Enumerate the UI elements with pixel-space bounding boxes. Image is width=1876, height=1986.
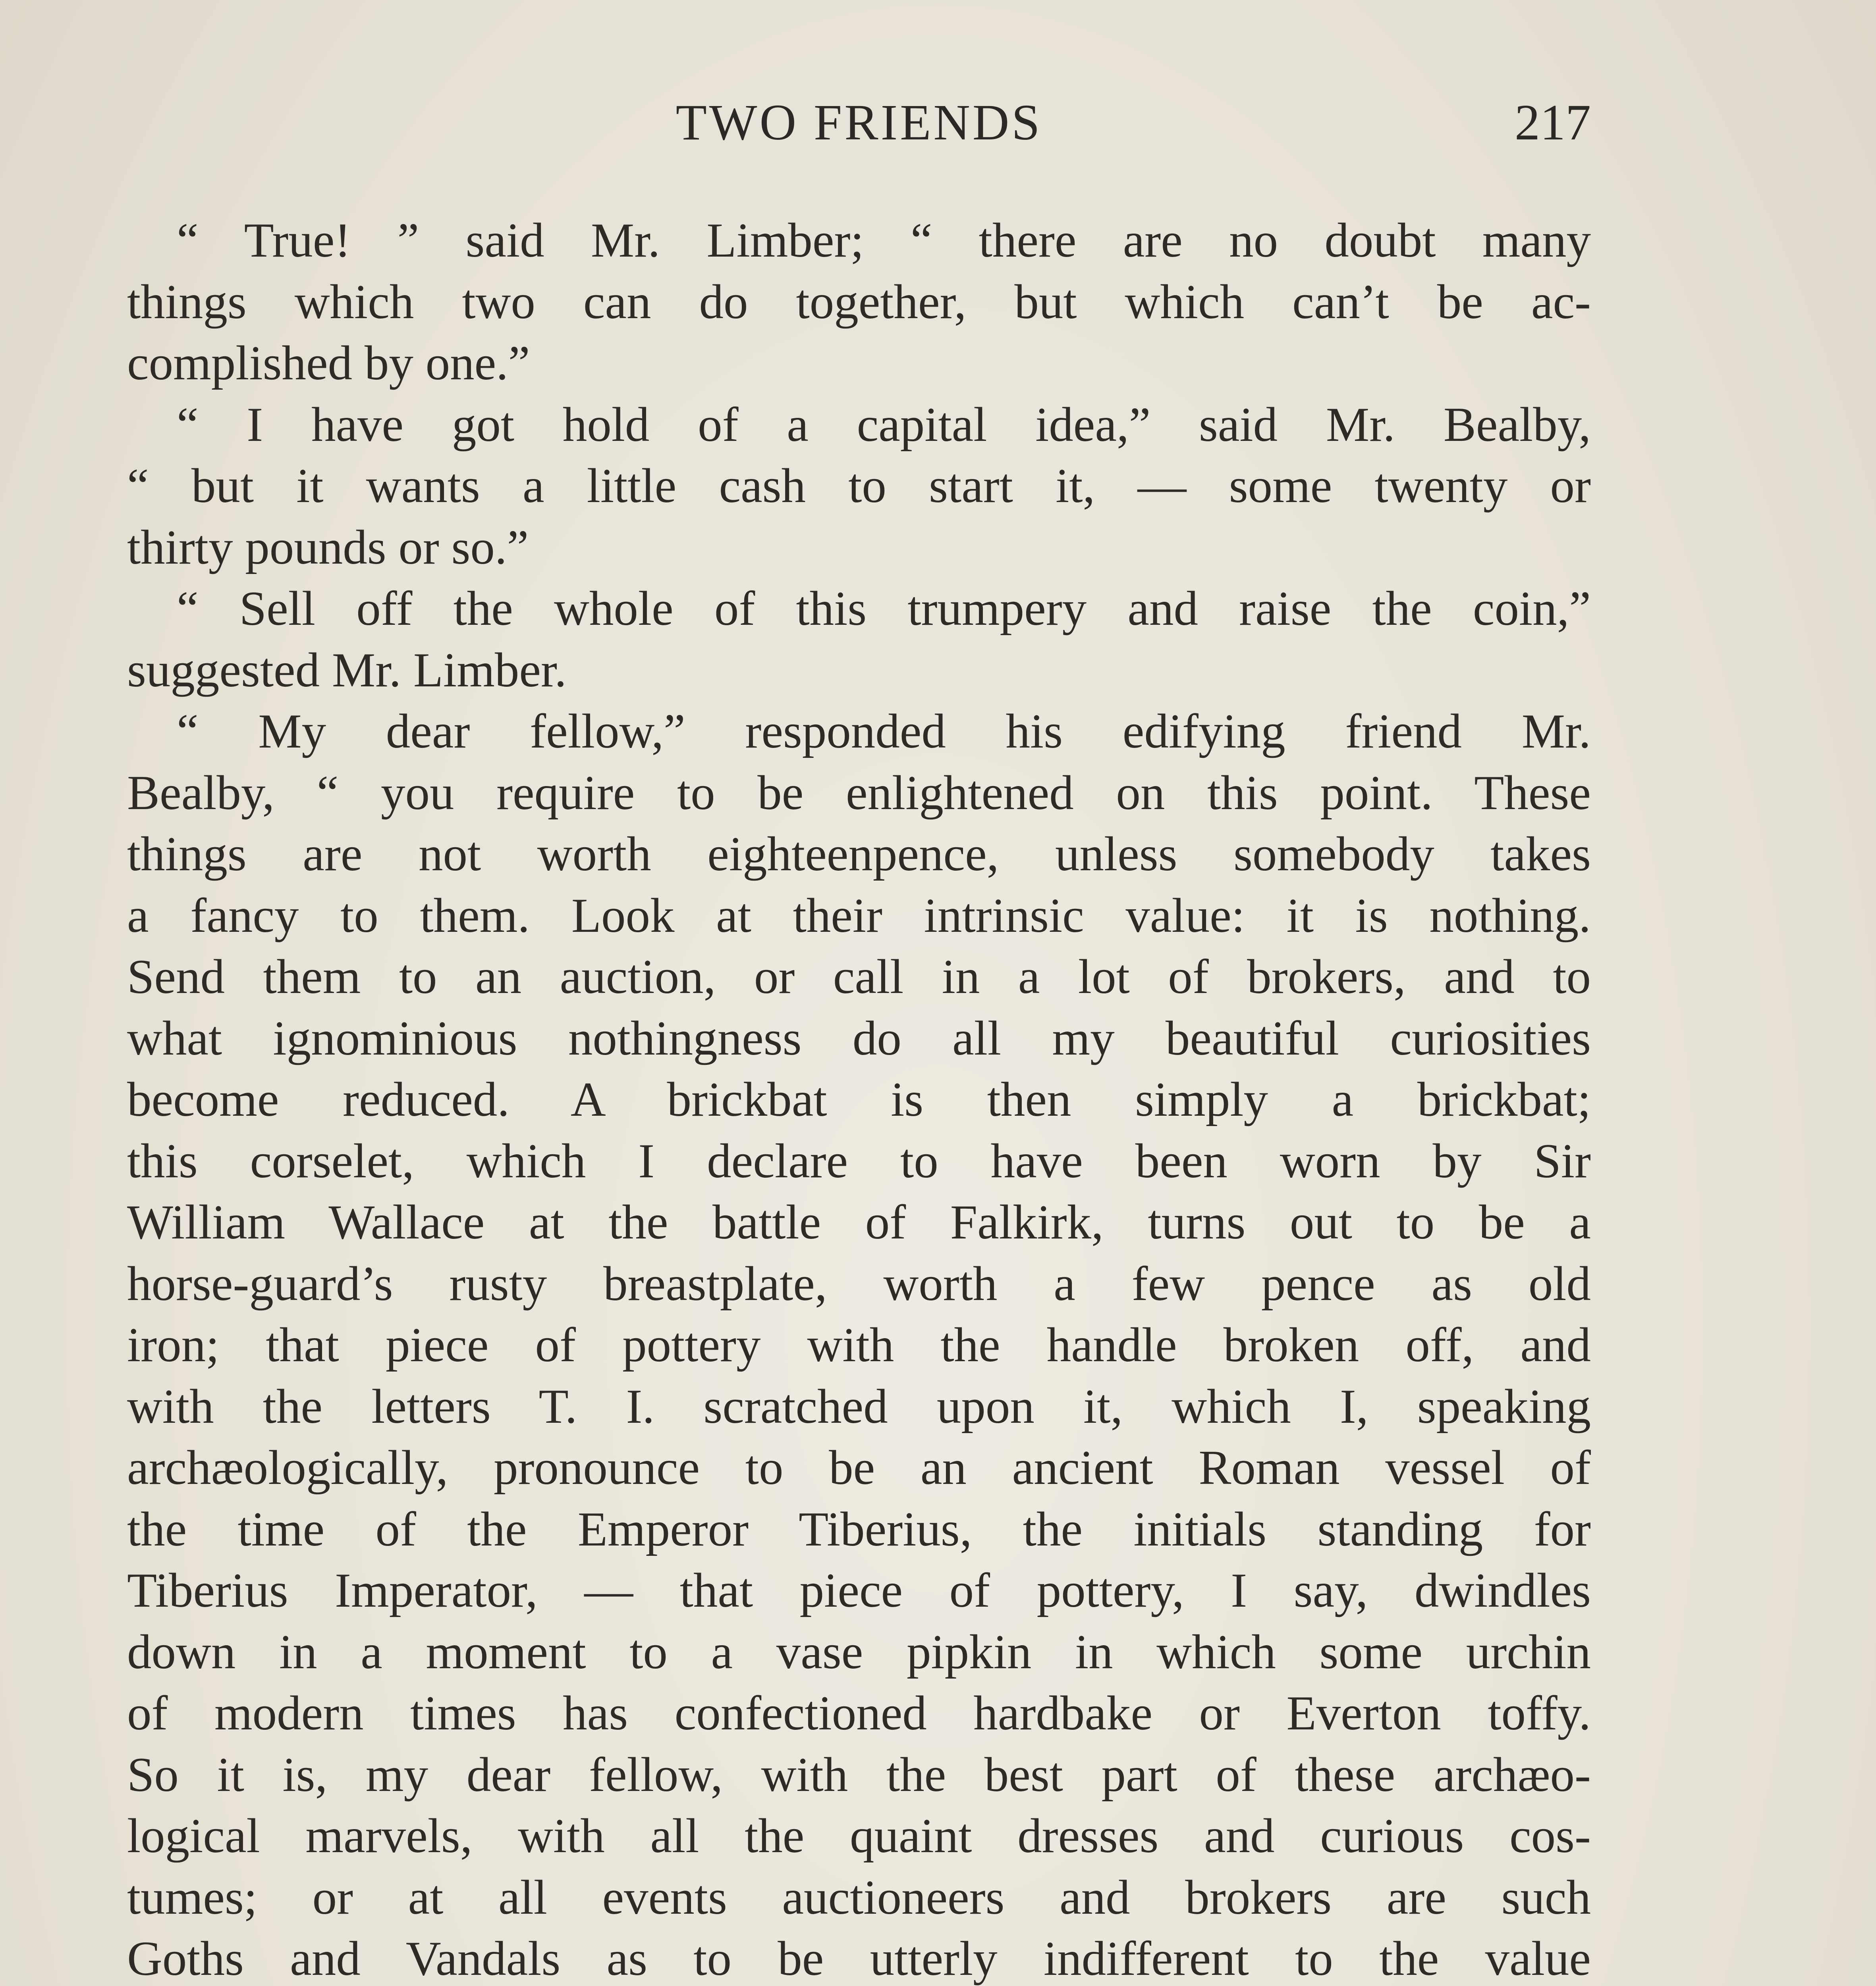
text-line: a fancy to them. Look at their intrinsic value: it is nothing. [127,888,1591,943]
text-line: Send them to an auction, or call in a lot of brokers, and to [127,949,1591,1004]
text-line: “ but it wants a little cash to start it, — some twenty or [127,458,1591,513]
text-line: become reduced. A brickbat is then simply a brickbat; [127,1072,1591,1126]
text-line: things are not worth eighteenpence, unless somebody takes [127,827,1591,881]
text-line: this corselet, which I declare to have been worn by Sir [127,1133,1591,1188]
text-line: So it is, my dear fellow, with the best part of these archæo- [127,1747,1591,1802]
text-line: horse-guard’s rusty breastplate, worth a few pence as old [127,1256,1591,1311]
text-line: down in a moment to a vase pipkin in which some urchin [127,1624,1591,1679]
text-line: Tiberius Imperator, — that piece of pottery, I say, dwindles [127,1563,1591,1617]
text-line: with the letters T. I. scratched upon it, which I, speaking [127,1379,1591,1433]
page-number: 217 [1515,94,1591,151]
text-line: suggested Mr. Limber. [127,642,567,697]
text-line: tumes; or at all events auctioneers and brokers are such [127,1870,1591,1924]
text-line: “ Sell off the whole of this trumpery and raise the coin,” [177,581,1591,636]
text-line: what ignominious nothingness do all my beautiful curiosities [127,1010,1591,1065]
text-line: “ My dear fellow,” responded his edifying friend Mr. [177,704,1591,758]
text-line: logical marvels, with all the quaint dresses and curious cos- [127,1808,1591,1863]
text-line: “ I have got hold of a capital idea,” said Mr. Bealby, [177,397,1591,452]
text-line: “ True! ” said Mr. Limber; “ there are no doubt many [177,213,1591,267]
text-line: William Wallace at the battle of Falkirk, turns out to be a [127,1195,1591,1249]
running-title: TWO FRIENDS [676,94,1042,151]
text-line: thirty pounds or so.” [127,520,529,574]
text-line: iron; that piece of pottery with the handle broken off, and [127,1318,1591,1372]
text-line: of modern times has confectioned hardbake or Everton toffy. [127,1686,1591,1740]
text-line: complished by one.” [127,336,530,390]
text-line: Goths and Vandals as to be utterly indifferent to the value [127,1931,1591,1986]
running-head [127,93,1591,157]
body-text [127,210,1591,1986]
text-line: things which two can do together, but which can’t be ac- [127,274,1591,329]
text-line: the time of the Emperor Tiberius, the initials standing for [127,1501,1591,1556]
text-line: archæologically, pronounce to be an ancient Roman vessel of [127,1440,1591,1495]
text-line: Bealby, “ you require to be enlightened on this point. These [127,765,1591,820]
